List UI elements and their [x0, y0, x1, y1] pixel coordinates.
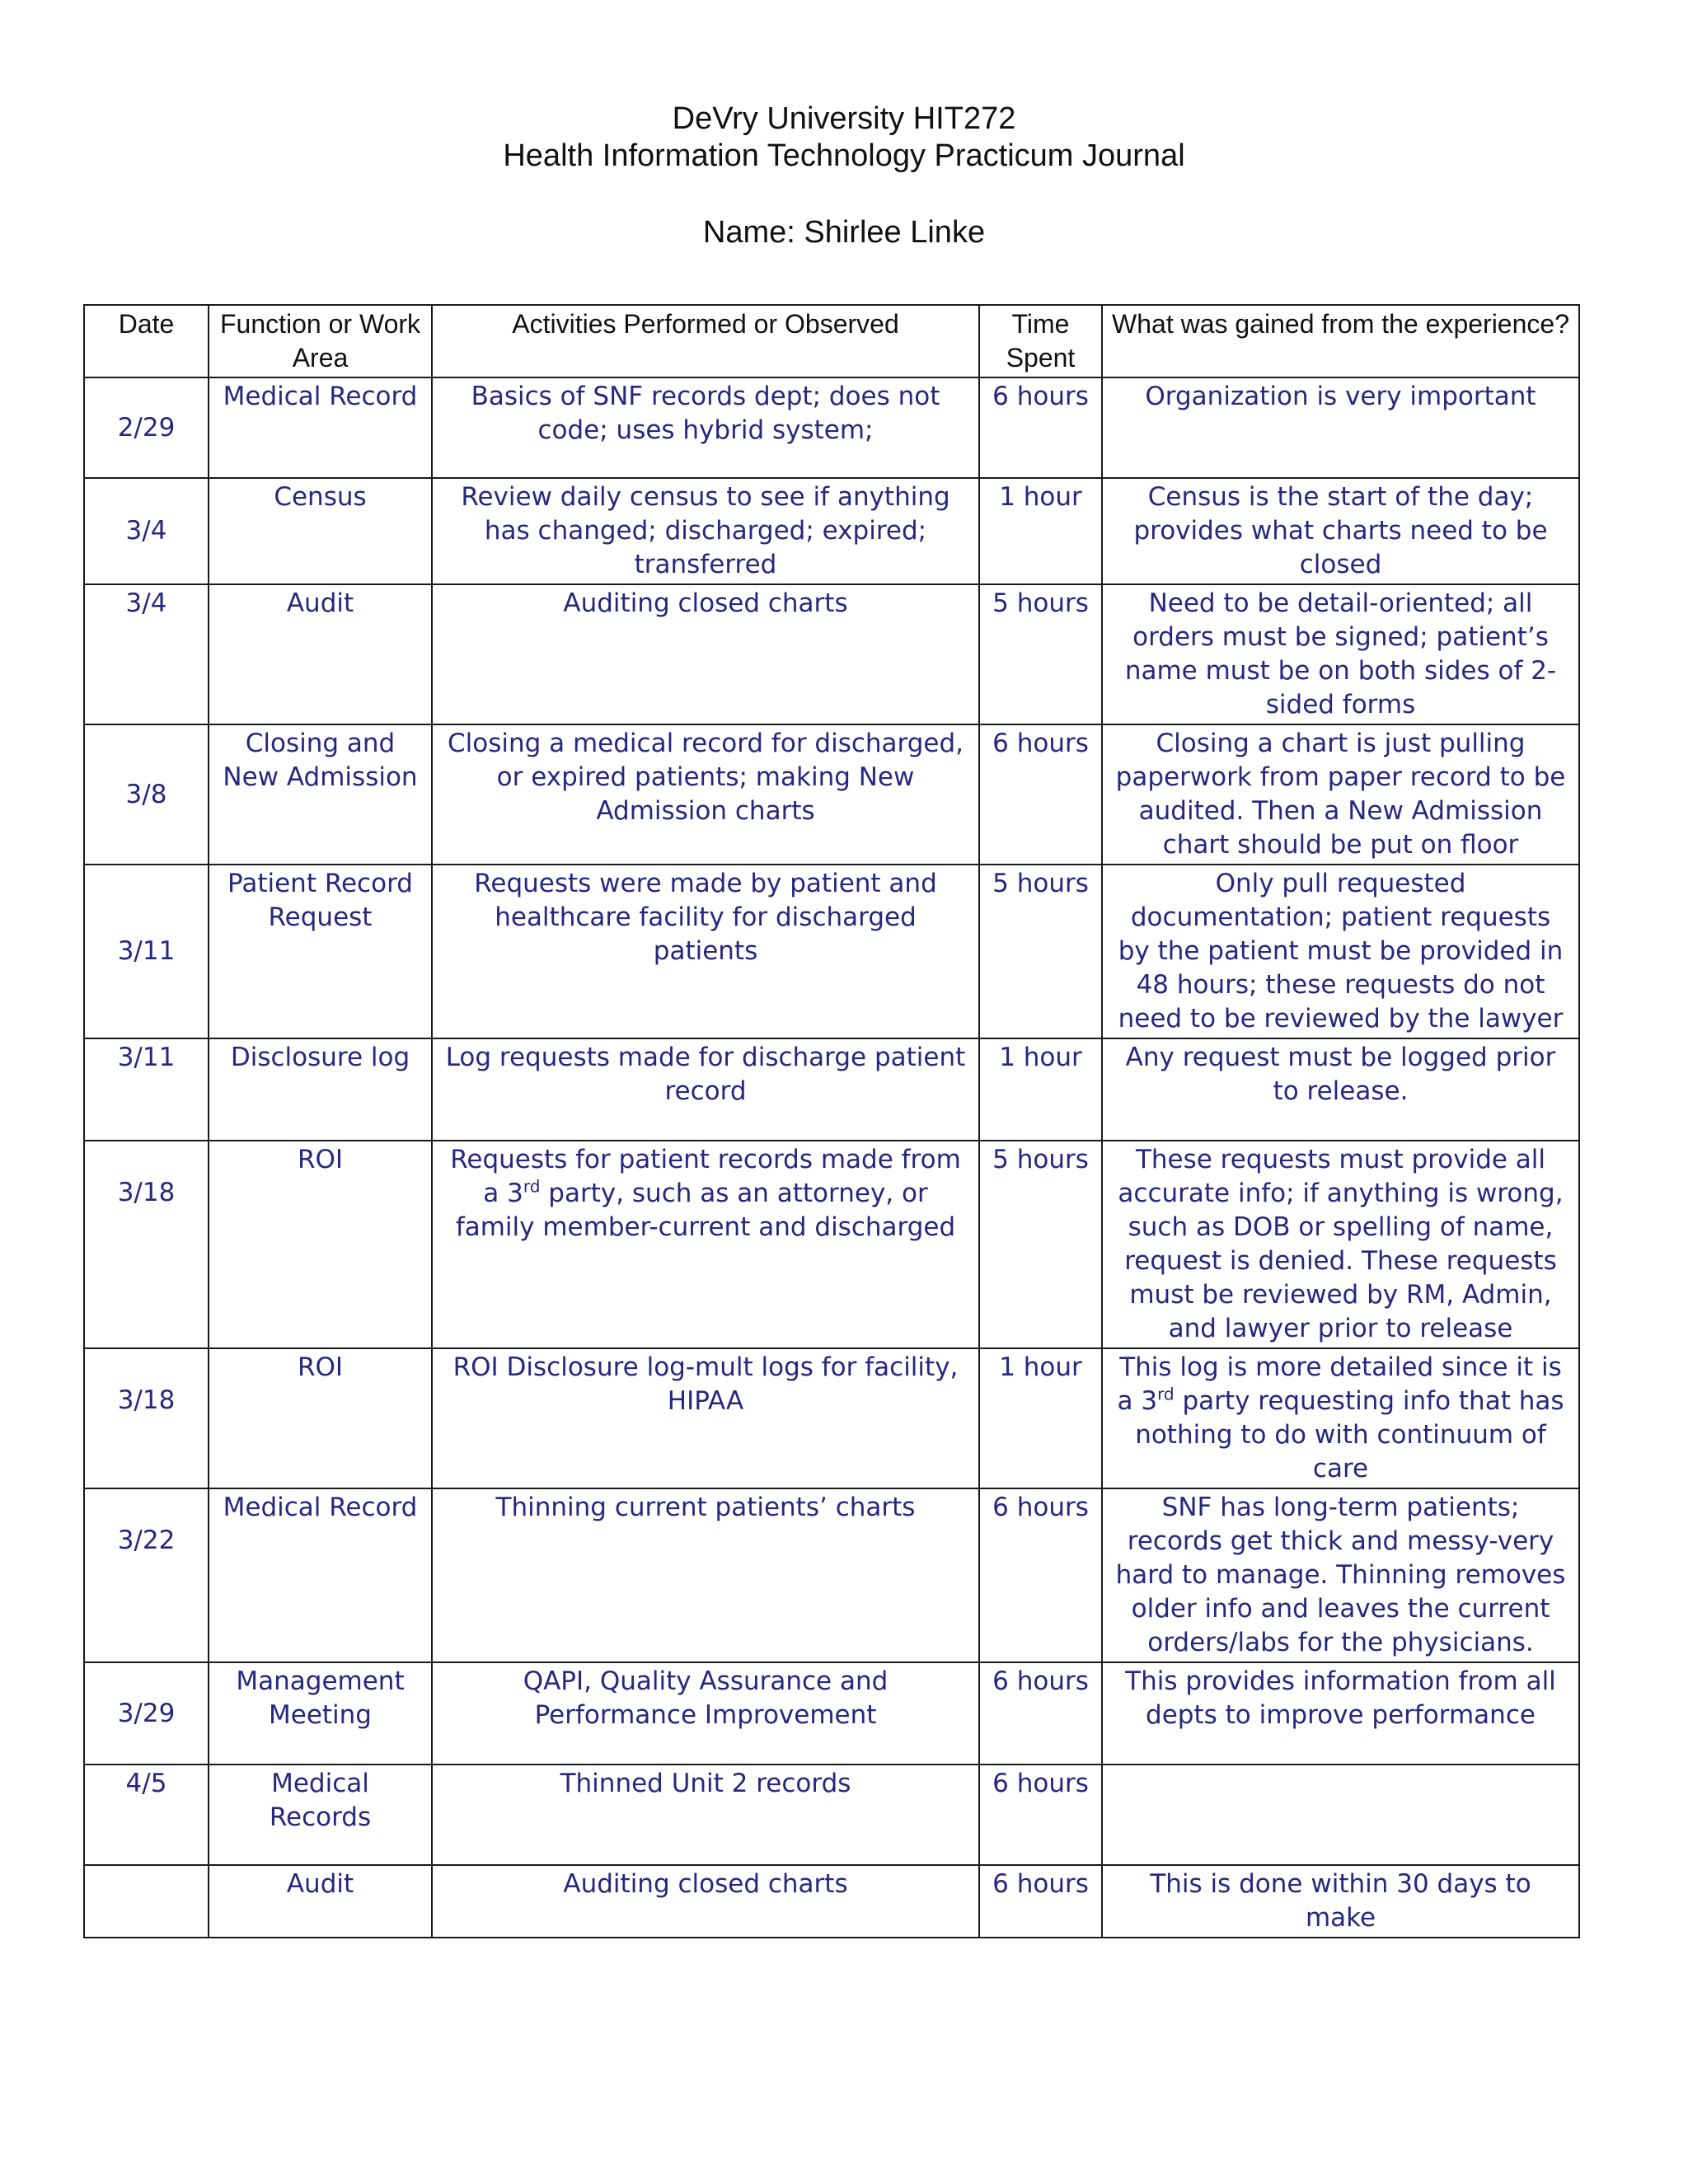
cell-date: 3/8 [84, 724, 209, 865]
cell-time: 6 hours [979, 1662, 1102, 1765]
cell-date: 3/11 [84, 865, 209, 1038]
cell-function: Medical Records [209, 1765, 432, 1865]
cell-time: 6 hours [979, 1488, 1102, 1662]
cell-gained: Census is the start of the day; provides what charts need to be closed [1102, 478, 1579, 584]
cell-time: 6 hours [979, 1865, 1102, 1938]
cell-gained: SNF has long-term patients; records get thick and messy-very hard to manage. Thinning removes older info and leaves the current orders/labs for the physicians. [1102, 1488, 1579, 1662]
ordinal-suffix: rd [523, 1176, 541, 1197]
cell-date: 3/18 [84, 1348, 209, 1488]
gained-text: party requesting info that has nothing to do with continuum of care [1135, 1386, 1564, 1483]
cell-gained [1102, 1765, 1579, 1865]
cell-date: 3/4 [84, 478, 209, 584]
activities-text: Requests for patient records made from a 3 [450, 1145, 961, 1208]
cell-function: ROI [209, 1141, 432, 1348]
cell-date: 3/29 [84, 1662, 209, 1765]
ordinal-suffix: rd [1157, 1384, 1175, 1404]
cell-function: Audit [209, 1865, 432, 1938]
table-row [84, 1865, 1579, 1938]
cell-activities: Auditing closed charts [432, 584, 979, 724]
document-subtitle: Health Information Technology Practicum Journal [503, 138, 1185, 173]
cell-function: Census [209, 478, 432, 584]
cell-date [84, 1865, 209, 1938]
table-row [84, 1348, 1579, 1488]
cell-date: 3/18 [84, 1141, 209, 1348]
header-gained: What was gained from the experience? [1102, 305, 1579, 377]
cell-date: 3/4 [84, 584, 209, 724]
cell-time: 6 hours [979, 724, 1102, 865]
cell-date: 3/22 [84, 1488, 209, 1662]
cell-gained: This is done within 30 days to make [1102, 1865, 1579, 1938]
cell-activities: ROI Disclosure log-mult logs for facility, HIPAA [432, 1348, 979, 1488]
table-row [84, 584, 1579, 724]
cell-function: ROI [209, 1348, 432, 1488]
cell-time: 6 hours [979, 377, 1102, 478]
cell-time: 6 hours [979, 1765, 1102, 1865]
cell-gained: Organization is very important [1102, 377, 1579, 478]
cell-function: Patient Record Request [209, 865, 432, 1038]
cell-gained: Closing a chart is just pulling paperwork from paper record to be audited. Then a New Admission chart should be put on floor [1102, 724, 1579, 865]
cell-date: 2/29 [84, 377, 209, 478]
cell-gained: Need to be detail-oriented; all orders must be signed; patient’s name must be on both sides of 2-sided forms [1102, 584, 1579, 724]
cell-function: Medical Record [209, 377, 432, 478]
cell-date: 4/5 [84, 1765, 209, 1865]
table-row [84, 1141, 1579, 1348]
cell-time: 1 hour [979, 1038, 1102, 1141]
header-activities: Activities Performed or Observed [432, 305, 979, 377]
table-row [84, 377, 1579, 478]
cell-date: 3/11 [84, 1038, 209, 1141]
cell-gained: This provides information from all depts to improve performance [1102, 1662, 1579, 1765]
cell-function: Medical Record [209, 1488, 432, 1662]
cell-gained: Any request must be logged prior to release. [1102, 1038, 1579, 1141]
student-name: Name: Shirlee Linke [702, 215, 986, 250]
cell-gained [1102, 1348, 1579, 1488]
header-function: Function or Work Area [209, 305, 432, 377]
cell-activities: Review daily census to see if anything has changed; discharged; expired; transferred [432, 478, 979, 584]
table-row [84, 1765, 1579, 1865]
cell-activities [432, 1141, 979, 1348]
table-row [84, 865, 1579, 1038]
cell-activities: Requests were made by patient and healthcare facility for discharged patients [432, 865, 979, 1038]
cell-activities: Basics of SNF records dept; does not code; uses hybrid system; [432, 377, 979, 478]
cell-activities: Log requests made for discharge patient record [432, 1038, 979, 1141]
cell-time: 5 hours [979, 1141, 1102, 1348]
cell-activities: Closing a medical record for discharged, or expired patients; making New Admission charts [432, 724, 979, 865]
table-row [84, 1488, 1579, 1662]
table-row [84, 724, 1579, 865]
cell-time: 1 hour [979, 1348, 1102, 1488]
header-date: Date [84, 305, 209, 377]
document-title: DeVry University HIT272 [672, 101, 1016, 136]
cell-time: 5 hours [979, 584, 1102, 724]
table-row [84, 1038, 1579, 1141]
cell-activities: QAPI, Quality Assurance and Performance Improvement [432, 1662, 979, 1765]
cell-gained: Only pull requested documentation; patient requests by the patient must be provided in 48 hours; these requests do not need to be reviewed by the lawyer [1102, 865, 1579, 1038]
cell-activities: Auditing closed charts [432, 1865, 979, 1938]
cell-activities: Thinning current patients’ charts [432, 1488, 979, 1662]
table-header-row [84, 305, 1579, 377]
header-time: Time Spent [979, 305, 1102, 377]
cell-function: Closing and New Admission [209, 724, 432, 865]
cell-time: 1 hour [979, 478, 1102, 584]
cell-time: 5 hours [979, 865, 1102, 1038]
table-row [84, 1662, 1579, 1765]
activities-text: party, such as an attorney, or family member-current and discharged [455, 1179, 956, 1242]
cell-activities: Thinned Unit 2 records [432, 1765, 979, 1865]
cell-function: Management Meeting [209, 1662, 432, 1765]
cell-function: Disclosure log [209, 1038, 432, 1141]
gained-text: This log is more detailed since it is a 3 [1117, 1352, 1562, 1416]
table-row [84, 478, 1579, 584]
cell-gained: These requests must provide all accurate info; if anything is wrong, such as DOB or spelling of name, request is denied. These requests must be reviewed by RM, Admin, and lawyer prior to release [1102, 1141, 1579, 1348]
journal-table [83, 304, 1580, 1938]
cell-function: Audit [209, 584, 432, 724]
